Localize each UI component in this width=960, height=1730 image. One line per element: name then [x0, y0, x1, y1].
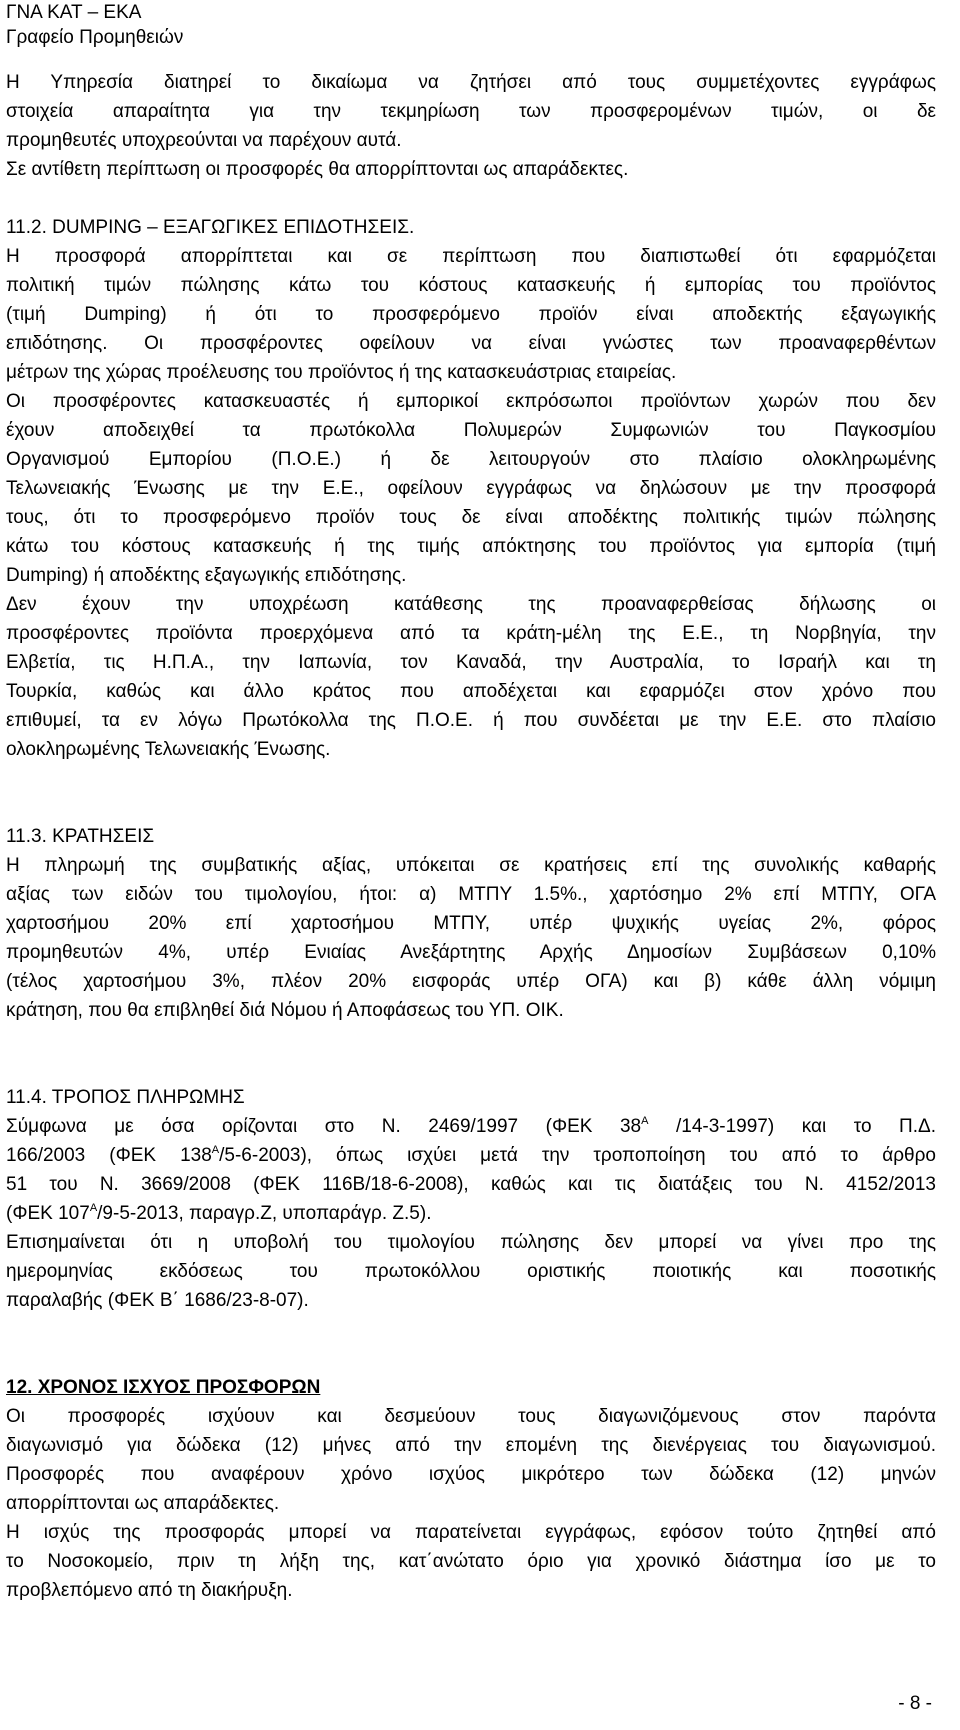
text-line: (τιμή Dumping) ή ότι το προσφερόμενο προϊόν είναι αποδεκτής εξαγωγικής — [6, 304, 936, 325]
header-org: ΓΝΑ ΚΑΤ – ΕΚΑ — [6, 2, 142, 23]
text-line: (τέλος χαρτοσήμου 3%, πλέον 20% εισφοράς υπέρ ΟΓΑ) και β) κάθε άλλη νόμιμη — [6, 971, 936, 992]
section-heading: 12. ΧΡΟΝΟΣ ΙΣΧΥΟΣ ΠΡΟΣΦΟΡΩΝ — [6, 1377, 321, 1398]
text-line: Η Υπηρεσία διατηρεί το δικαίωμα να ζητήσει από τους συμμετέχοντες εγγράφως — [6, 72, 936, 93]
intro-paragraph — [6, 68, 936, 184]
text-line: ημερομηνίας εκδόσεως του πρωτοκόλλου οριστικής ποιοτικής και ποσοτικής — [6, 1261, 936, 1282]
section-11-2 — [6, 213, 936, 764]
text-line: Η προσφορά απορρίπτεται και σε περίπτωση που διαπιστωθεί ότι εφαρμόζεται — [6, 246, 936, 267]
text-line: πολιτική τιμών πώλησης κάτω του κόστους κατασκευής ή εμπορίας του προϊόντος — [6, 275, 936, 296]
header-office: Γραφείο Προμηθειών — [6, 27, 184, 48]
text-line: κάτω του κόστους κατασκευής ή της τιμής απόκτησης του προϊόντος για εμπορία (τιμή — [6, 536, 936, 557]
text-line: προσφέροντες προϊόντα προερχόμενα από τα κράτη-μέλη της Ε.Ε., τη Νορβηγία, την — [6, 623, 936, 644]
text-line: Δεν έχουν την υποχρέωση κατάθεσης της προαναφερθείσας δήλωσης οι — [6, 594, 936, 615]
text-line: (ΦΕΚ $107^A/9-5-2013$, παραγρ.Ζ, υποπαράγρ. Ζ.5). — [6, 1202, 432, 1224]
text-line: προμηθευτών 4%, υπέρ Ενιαίας Ανεξάρτητης Αρχής Δημοσίων Συμβάσεων 0,10% — [6, 942, 936, 963]
text-line: Σύμφωνα με όσα ορίζονται στο Ν. 2469/1997 (ΦΕΚ $38^A$ /14-3-1997) και το Π.Δ. — [6, 1115, 937, 1137]
text-line: Τελωνειακής Ένωσης με την Ε.Ε., οφείλουν εγγράφως να δηλώσουν με την προσφορά — [6, 478, 936, 499]
document-body — [6, 68, 936, 1605]
section-heading: 11.2. DUMPING – ΕΞΑΓΩΓΙΚΕΣ ΕΠΙΔΟΤΗΣΕΙΣ. — [6, 217, 415, 238]
text-line: κράτηση, που θα επιβληθεί διά Νόμου ή Αποφάσεως του ΥΠ. ΟΙΚ. — [6, 1000, 564, 1021]
section-heading: 11.4. ΤΡΟΠΟΣ ΠΛΗΡΩΜΗΣ — [6, 1087, 245, 1108]
text-line: 166/2003 (ΦΕΚ $138^A/5-6-2003$), όπως ισχύει μετά την τροποποίηση του από το άρθρο — [6, 1144, 937, 1166]
text-line: απορρίπτονται ως απαράδεκτες. — [6, 1493, 280, 1514]
text-line: 51 του Ν. 3669/2008 (ΦΕΚ 116Β/18-6-2008), καθώς και τις διατάξεις του Ν. 4152/2013 — [6, 1174, 936, 1195]
text-line: Τουρκία, καθώς και άλλο κράτος που αποδέχεται και εφαρμόζει στον χρόνο που — [6, 681, 936, 702]
page-number: - 8 - — [898, 1693, 932, 1714]
text-line: Σε αντίθετη περίπτωση οι προσφορές θα απορρίπτονται ως απαράδεκτες. — [6, 159, 629, 180]
text-line: στοιχεία απαραίτητα για την τεκμηρίωση των προσφερομένων τιμών, οι δε — [6, 101, 936, 122]
text-line: Οι προσφορές ισχύουν και δεσμεύουν τους διαγωνιζόμενους στον παρόντα — [6, 1406, 936, 1427]
text-line: επιδότησης. Οι προσφέροντες οφείλουν να είναι γνώστες των προαναφερθέντων — [6, 333, 936, 354]
text-line: προμηθευτές υποχρεούνται να παρέχουν αυτά. — [6, 130, 402, 151]
text-line: Η πληρωμή της συμβατικής αξίας, υπόκειται σε κρατήσεις επί της συνολικής καθαρής — [6, 855, 936, 876]
text-line: Dumping) ή αποδέκτης εξαγωγικής επιδότησης. — [6, 565, 407, 586]
text-line: χαρτοσήμου 20% επί χαρτοσήμου ΜΤΠΥ, υπέρ ψυχικής υγείας 2%, φόρος — [6, 913, 936, 934]
text-line: αξίας των ειδών του τιμολογίου, ήτοι: α) ΜΤΠΥ 1.5%., χαρτόσημο 2% επί ΜΤΠΥ, ΟΓΑ — [6, 884, 936, 905]
page-footer — [0, 1693, 960, 1715]
text-line: Ελβετία, τις Η.Π.Α., την Ιαπωνία, τον Καναδά, την Αυστραλία, το Ισραήλ και τη — [6, 652, 936, 673]
section-heading: 11.3. ΚΡΑΤΗΣΕΙΣ — [6, 826, 155, 847]
text-line: μέτρων της χώρας προέλευσης του προϊόντος ή της κατασκευάστριας εταιρείας. — [6, 362, 677, 383]
section-11-4 — [6, 1083, 936, 1315]
text-line: προβλεπόμενο από τη διακήρυξη. — [6, 1580, 293, 1601]
text-line: ολοκληρωμένης Τελωνειακής Ένωσης. — [6, 739, 331, 760]
text-line: έχουν αποδειχθεί τα πρωτόκολλα Πολυμερών Συμφωνιών του Παγκοσμίου — [6, 420, 936, 441]
text-line: Οργανισμού Εμπορίου (Π.Ο.Ε.) ή δε λειτουργούν στο πλαίσιο ολοκληρωμένης — [6, 449, 936, 470]
text-line: παραλαβής (ΦΕΚ Β΄ 1686/23-8-07). — [6, 1290, 309, 1311]
text-line: το Νοσοκομείο, πριν τη λήξη της, κατ΄ανώτατο όριο για χρονικό διάστημα ίσο με το — [6, 1551, 936, 1572]
text-line: Προσφορές που αναφέρουν χρόνο ισχύος μικρότερο των δώδεκα (12) μηνών — [6, 1464, 936, 1485]
text-line: επιθυμεί, τα εν λόγω Πρωτόκολλα της Π.Ο.Ε. ή που συνδέεται με την Ε.Ε. στο πλαίσιο — [6, 710, 936, 731]
section-11-3 — [6, 822, 936, 1025]
text-line: τους, ότι το προσφερόμενο προϊόν τους δε είναι αποδέκτης πολιτικής τιμών πώλησης — [6, 507, 936, 528]
text-line: Επισημαίνεται ότι η υποβολή του τιμολογίου πώλησης δεν μπορεί να γίνει προ της — [6, 1232, 936, 1253]
text-line: διαγωνισμό για δώδεκα (12) μήνες από την επομένη της διενέργειας του διαγωνισμού. — [6, 1435, 936, 1456]
section-12 — [6, 1373, 936, 1605]
page-header — [6, 0, 183, 50]
text-line: Η ισχύς της προσφοράς μπορεί να παρατείνεται εγγράφως, εφόσον τούτο ζητηθεί από — [6, 1522, 936, 1543]
text-line: Οι προσφέροντες κατασκευαστές ή εμπορικοί εκπρόσωποι προϊόντων χωρών που δεν — [6, 391, 936, 412]
